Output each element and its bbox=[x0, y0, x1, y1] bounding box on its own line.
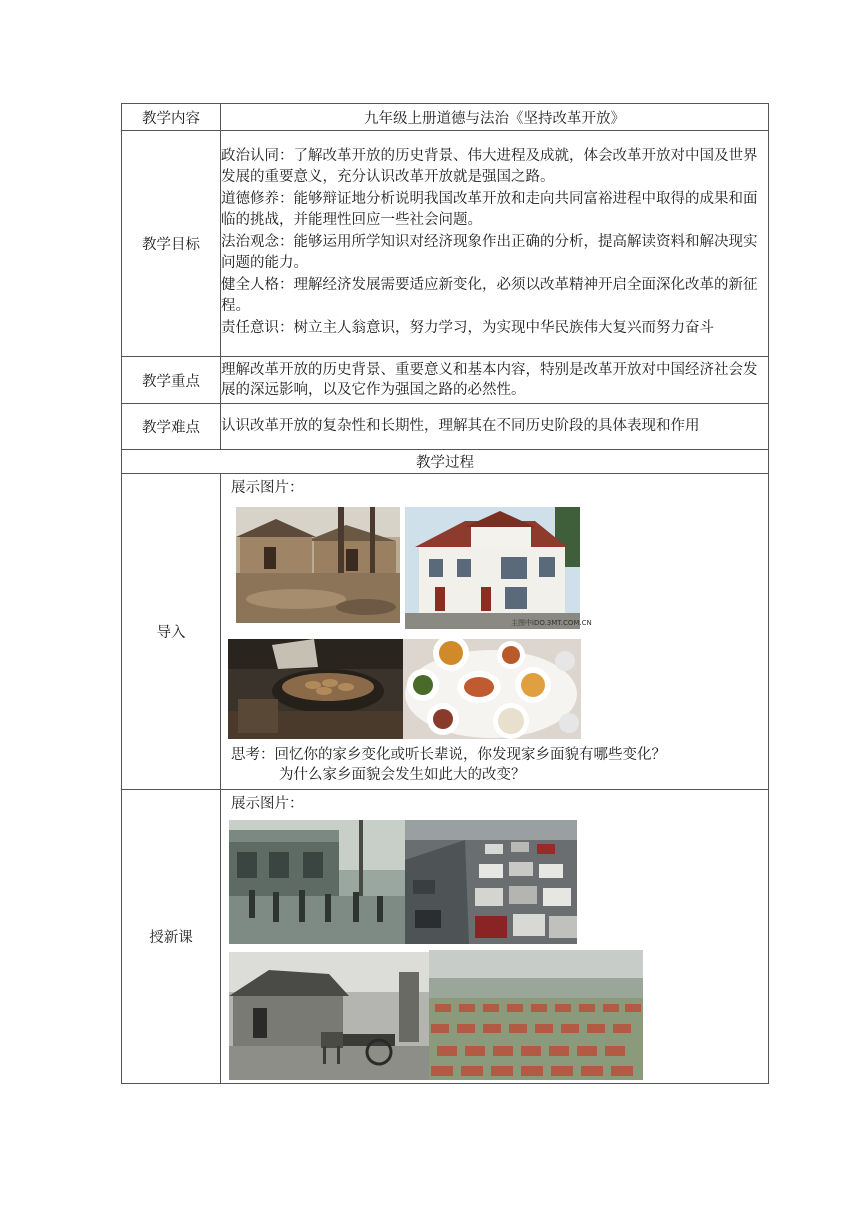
think-line-2: 为什么家乡面貌会发生如此大的改变？ bbox=[279, 767, 526, 783]
goal-political: 政治认同：了解改革开放的历史背景、伟大进程及成就，体会改革开放对中国及世界发展的重要意义，充分认识改革开放就是强国之路。 bbox=[221, 148, 758, 185]
process-heading: 教学过程 bbox=[122, 450, 769, 474]
intro-think-question bbox=[231, 745, 666, 785]
new-village-aerial-photo bbox=[429, 950, 643, 1080]
label-intro: 导入 bbox=[122, 474, 221, 790]
row-content bbox=[122, 104, 769, 131]
row-difficulty bbox=[122, 404, 769, 450]
old-village-photo bbox=[236, 507, 400, 623]
watermark-text: 主图中iDO.3MT.COM.CN bbox=[511, 619, 592, 627]
value-content: 九年级上册道德与法治《坚持改革开放》 bbox=[221, 104, 769, 131]
goal-law: 法治观念：能够运用所学知识对经济现象作出正确的分析，提高解读资料和解决现实问题的能力。 bbox=[221, 234, 758, 271]
row-goals bbox=[122, 131, 769, 357]
label-content: 教学内容 bbox=[122, 104, 221, 131]
intro-show-images: 展示图片： bbox=[231, 480, 304, 496]
newlesson-show-images: 展示图片： bbox=[231, 796, 304, 812]
label-difficulty: 教学难点 bbox=[122, 404, 221, 450]
new-house-photo bbox=[405, 507, 592, 629]
label-goals: 教学目标 bbox=[122, 131, 221, 357]
goals-list bbox=[221, 131, 769, 357]
banquet-food-photo bbox=[403, 639, 581, 739]
old-cooking-photo bbox=[228, 639, 404, 739]
lesson-plan-table bbox=[121, 103, 769, 1084]
old-village-cart-photo bbox=[229, 952, 429, 1080]
value-key: 理解改革开放的历史背景、重要意义和基本内容，特别是改革开放对中国经济社会发展的深远影响，以及它作为强国之路的必然性。 bbox=[221, 357, 769, 404]
old-street-photo bbox=[229, 820, 405, 944]
label-key: 教学重点 bbox=[122, 357, 221, 404]
intro-cell bbox=[221, 474, 769, 790]
row-newlesson bbox=[122, 790, 769, 1084]
goal-personality: 健全人格：理解经济发展需要适应新变化，必须以改革精神开启全面深化改革的新征程。 bbox=[221, 277, 758, 314]
label-newlesson: 授新课 bbox=[122, 790, 221, 1084]
value-difficulty: 认识改革开放的复杂性和长期性，理解其在不同历史阶段的具体表现和作用 bbox=[221, 404, 769, 450]
traffic-photo bbox=[405, 820, 577, 944]
row-process bbox=[122, 450, 769, 474]
newlesson-cell bbox=[221, 790, 769, 1084]
row-key bbox=[122, 357, 769, 404]
think-line-1: 思考：回忆你的家乡变化或听长辈说，你发现家乡面貌有哪些变化？ bbox=[231, 747, 666, 763]
row-intro bbox=[122, 474, 769, 790]
goal-moral: 道德修养：能够辩证地分析说明我国改革开放和走向共同富裕进程中取得的成果和面临的挑战，并能理性回应一些社会问题。 bbox=[221, 191, 758, 228]
goal-responsibility: 责任意识：树立主人翁意识，努力学习，为实现中华民族伟大复兴而努力奋斗 bbox=[221, 320, 714, 337]
